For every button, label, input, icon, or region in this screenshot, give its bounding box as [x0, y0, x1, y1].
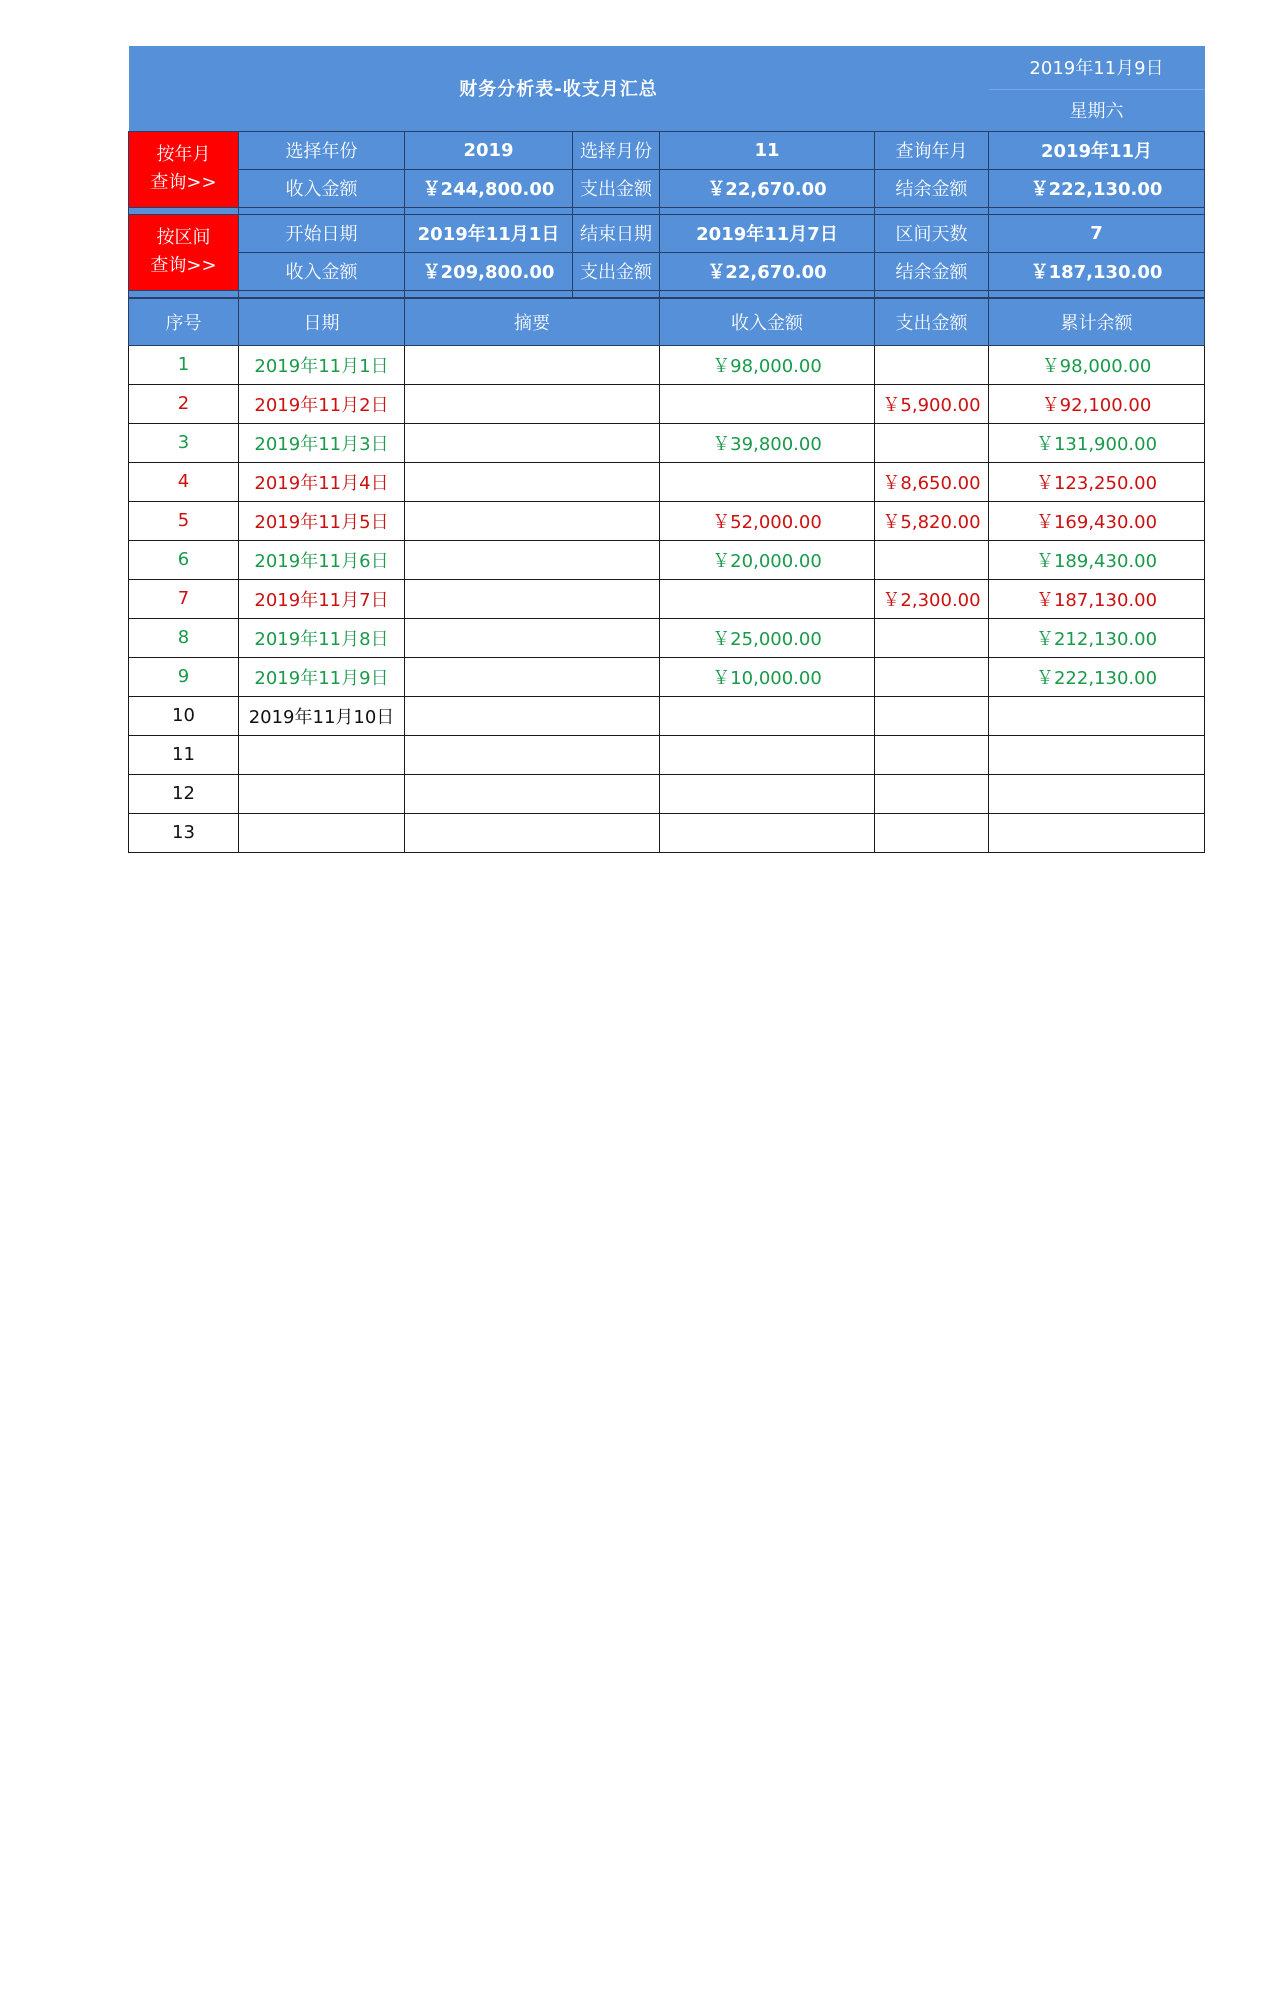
- row-date: [239, 813, 405, 852]
- table-row: [129, 540, 1205, 579]
- row-income: ￥25,000.00: [660, 618, 875, 657]
- range-income-value: ￥209,800.00: [405, 252, 573, 290]
- spacer-cell: [875, 290, 989, 297]
- year-select[interactable]: 2019: [405, 131, 573, 169]
- month-query-button[interactable]: [129, 131, 239, 207]
- row-balance: ￥187,130.00: [989, 579, 1205, 618]
- spacer-cell: [989, 290, 1205, 297]
- row-income: ￥20,000.00: [660, 540, 875, 579]
- row-number: 7: [129, 579, 239, 618]
- table-row: [129, 696, 1205, 735]
- spacer-cell: [239, 290, 405, 297]
- row-balance: ￥189,430.00: [989, 540, 1205, 579]
- row-balance: [989, 696, 1205, 735]
- range-query-button-label: 按区间 查询>>: [150, 227, 217, 276]
- row-balance: ￥212,130.00: [989, 618, 1205, 657]
- row-number: 1: [129, 345, 239, 384]
- row-date: [239, 774, 405, 813]
- row-income: [660, 462, 875, 501]
- row-expense: [875, 735, 989, 774]
- row-summary[interactable]: [405, 774, 660, 813]
- month-balance-value: ￥222,130.00: [989, 169, 1205, 207]
- month-income-value: ￥244,800.00: [405, 169, 573, 207]
- row-date: 2019年11月6日: [239, 540, 405, 579]
- row-balance: ￥222,130.00: [989, 657, 1205, 696]
- spacer-cell: [129, 290, 239, 297]
- spacer-cell: [239, 207, 405, 214]
- table-row: [129, 462, 1205, 501]
- ledger-table: [128, 298, 1205, 853]
- row-number: 3: [129, 423, 239, 462]
- row-number: 10: [129, 696, 239, 735]
- row-summary[interactable]: [405, 462, 660, 501]
- range-query-button[interactable]: [129, 214, 239, 290]
- row-income: ￥98,000.00: [660, 345, 875, 384]
- row-income: ￥52,000.00: [660, 501, 875, 540]
- col-header-income: 收入金额: [660, 298, 875, 345]
- range-income-label: 收入金额: [239, 252, 405, 290]
- row-number: 4: [129, 462, 239, 501]
- finance-sheet: [128, 46, 1204, 853]
- query-panel: [128, 46, 1205, 298]
- year-label: 选择年份: [239, 131, 405, 169]
- month-expense-label: 支出金额: [573, 169, 660, 207]
- row-number: 8: [129, 618, 239, 657]
- table-row: [129, 774, 1205, 813]
- row-summary[interactable]: [405, 696, 660, 735]
- table-row: [129, 735, 1205, 774]
- current-date: 2019年11月9日: [989, 46, 1205, 89]
- spacer-cell: [660, 290, 875, 297]
- range-balance-label: 结余金额: [875, 252, 989, 290]
- row-income: ￥39,800.00: [660, 423, 875, 462]
- table-header-row: [129, 298, 1205, 345]
- row-number: 11: [129, 735, 239, 774]
- row-expense: [875, 540, 989, 579]
- spacer-cell: [660, 207, 875, 214]
- table-row: [129, 384, 1205, 423]
- row-summary[interactable]: [405, 501, 660, 540]
- table-row: [129, 501, 1205, 540]
- row-expense: ￥5,820.00: [875, 501, 989, 540]
- month-query-button-label: 按年月 查询>>: [150, 144, 217, 193]
- end-date-input[interactable]: 2019年11月7日: [660, 214, 875, 252]
- spacer-cell: [405, 290, 573, 297]
- month-income-label: 收入金额: [239, 169, 405, 207]
- row-income: [660, 384, 875, 423]
- month-select[interactable]: 11: [660, 131, 875, 169]
- row-date: 2019年11月9日: [239, 657, 405, 696]
- row-date: [239, 735, 405, 774]
- range-expense-label: 支出金额: [573, 252, 660, 290]
- row-date: 2019年11月3日: [239, 423, 405, 462]
- row-date: 2019年11月10日: [239, 696, 405, 735]
- row-date: 2019年11月7日: [239, 579, 405, 618]
- table-row: [129, 345, 1205, 384]
- weekday: 星期六: [989, 89, 1205, 131]
- row-balance: ￥169,430.00: [989, 501, 1205, 540]
- row-balance: ￥98,000.00: [989, 345, 1205, 384]
- table-row: [129, 579, 1205, 618]
- row-expense: [875, 423, 989, 462]
- row-income: [660, 579, 875, 618]
- query-month-label: 查询年月: [875, 131, 989, 169]
- row-income: [660, 735, 875, 774]
- table-row: [129, 423, 1205, 462]
- table-row: [129, 813, 1205, 852]
- row-expense: [875, 696, 989, 735]
- month-balance-label: 结余金额: [875, 169, 989, 207]
- row-summary[interactable]: [405, 423, 660, 462]
- row-number: 12: [129, 774, 239, 813]
- row-balance: ￥131,900.00: [989, 423, 1205, 462]
- row-expense: [875, 774, 989, 813]
- spacer-cell: [875, 207, 989, 214]
- row-number: 13: [129, 813, 239, 852]
- row-date: 2019年11月4日: [239, 462, 405, 501]
- query-month-value: 2019年11月: [989, 131, 1205, 169]
- row-expense: [875, 657, 989, 696]
- row-balance: ￥92,100.00: [989, 384, 1205, 423]
- row-balance: ￥123,250.00: [989, 462, 1205, 501]
- row-expense: ￥5,900.00: [875, 384, 989, 423]
- col-header-expense: 支出金额: [875, 298, 989, 345]
- row-income: ￥10,000.00: [660, 657, 875, 696]
- spacer-cell: [989, 207, 1205, 214]
- row-summary[interactable]: [405, 384, 660, 423]
- table-row: [129, 657, 1205, 696]
- row-summary[interactable]: [405, 579, 660, 618]
- range-days-label: 区间天数: [875, 214, 989, 252]
- row-summary[interactable]: [405, 345, 660, 384]
- end-date-label: 结束日期: [573, 214, 660, 252]
- page-title: 财务分析表-收支月汇总: [129, 46, 989, 131]
- spacer-cell: [573, 207, 660, 214]
- row-expense: ￥2,300.00: [875, 579, 989, 618]
- row-expense: [875, 813, 989, 852]
- row-summary[interactable]: [405, 735, 660, 774]
- row-summary[interactable]: [405, 618, 660, 657]
- row-income: [660, 696, 875, 735]
- spacer-cell: [405, 207, 573, 214]
- row-date: 2019年11月8日: [239, 618, 405, 657]
- col-header-no: 序号: [129, 298, 239, 345]
- col-header-summary: 摘要: [405, 298, 660, 345]
- row-number: 5: [129, 501, 239, 540]
- row-expense: ￥8,650.00: [875, 462, 989, 501]
- row-summary[interactable]: [405, 540, 660, 579]
- range-days-value: 7: [989, 214, 1205, 252]
- col-header-date: 日期: [239, 298, 405, 345]
- row-date: 2019年11月5日: [239, 501, 405, 540]
- table-row: [129, 618, 1205, 657]
- month-label: 选择月份: [573, 131, 660, 169]
- spacer-cell: [573, 290, 660, 297]
- range-balance-value: ￥187,130.00: [989, 252, 1205, 290]
- range-expense-value: ￥22,670.00: [660, 252, 875, 290]
- start-date-input[interactable]: 2019年11月1日: [405, 214, 573, 252]
- start-date-label: 开始日期: [239, 214, 405, 252]
- row-balance: [989, 774, 1205, 813]
- spacer-cell: [129, 207, 239, 214]
- row-summary[interactable]: [405, 813, 660, 852]
- row-number: 2: [129, 384, 239, 423]
- row-expense: [875, 618, 989, 657]
- row-number: 6: [129, 540, 239, 579]
- row-income: [660, 813, 875, 852]
- row-balance: [989, 813, 1205, 852]
- month-expense-value: ￥22,670.00: [660, 169, 875, 207]
- row-income: [660, 774, 875, 813]
- col-header-balance: 累计余额: [989, 298, 1205, 345]
- row-date: 2019年11月2日: [239, 384, 405, 423]
- row-expense: [875, 345, 989, 384]
- row-date: 2019年11月1日: [239, 345, 405, 384]
- row-balance: [989, 735, 1205, 774]
- row-summary[interactable]: [405, 657, 660, 696]
- row-number: 9: [129, 657, 239, 696]
